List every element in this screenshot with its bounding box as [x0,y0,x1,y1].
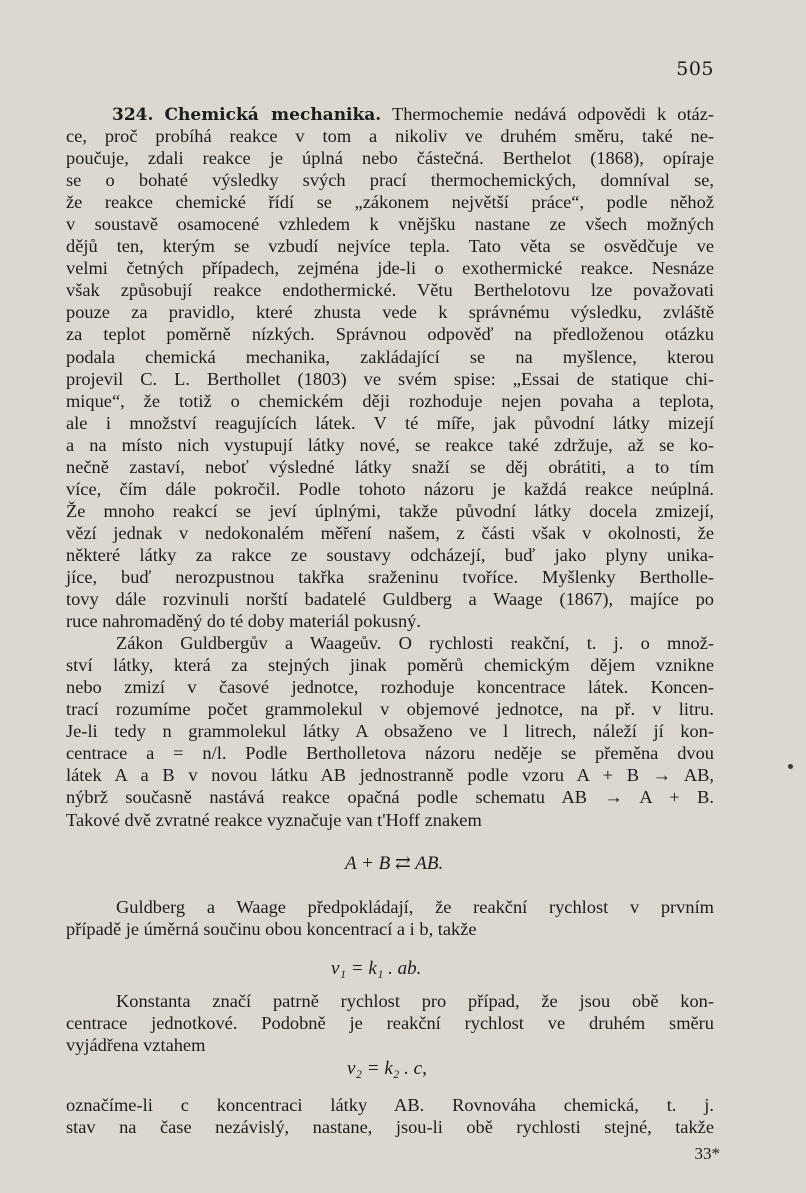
paragraph-line: stav na čase nezávislý, nastane, jsou-li obě rychlosti stejné, takže [66,1117,714,1138]
paragraph-line: nečně zastaví, neboť výsledné látky snaží se děj obrátiti, a to tím [66,456,714,477]
formula-rate-forward: v₁ = k₁ . ab. [331,958,422,979]
body-text-2 [66,896,714,940]
paragraph-line: tovy dále rozvinuli norští badatelé Guldberg a Waage (1867), majíce po [66,589,714,610]
section-number: 324. [112,105,154,125]
paragraph-line: Takové dvě zvratné reakce vyznačuje van t'Hoff znakem [66,809,482,830]
body-text [66,103,714,831]
print-speck [788,764,793,769]
paragraph-line: případě je úměrná součinu obou koncentrací a i b, takže [66,919,477,940]
paragraph-line: projevil C. L. Berthollet (1803) ve svém spise: „Essai de statique chi- [66,368,714,389]
paragraph-line: Thermochemie nedává odpovědi k otáz- [391,104,715,124]
paragraph-line: nýbrž současně nastává reakce opačná podle schematu AB → A + B. [66,787,714,808]
page-number: 505 [676,58,714,80]
paragraph-line: více, čím dále pokročil. Podle tohoto názoru je každá reakce neúplná. [66,478,714,499]
paragraph-line: jíce, buď nerozpustnou takřka sraženinu tvoříce. Myšlenky Bertholle- [66,566,714,587]
paragraph-line: centrace jednotkové. Podobně je reakční rychlost ve druhém směru [66,1013,714,1034]
formula-equilibrium: A + B ⇄ AB. [345,853,444,874]
body-text-4 [66,1094,714,1138]
paragraph-line: Guldberg a Waage předpokládají, že reakční rychlost v prvním [116,897,714,917]
paragraph-line: v soustavě osamocené vzhledem k vnějšku nastane ze všech možných [66,214,714,235]
paragraph-line: ruce nahromaděný do té doby materiál pokusný. [66,611,421,632]
paragraph-line: za teplot poměrně nízkých. Správnou odpověď na předloženou otázku [66,324,714,345]
text-line [66,103,714,125]
body-text-3 [66,990,714,1056]
paragraph-line: že reakce chemické řídí se „zákonem největší práce“, podle něhož [66,192,714,213]
paragraph-line: označíme-li c koncentraci látky AB. Rovnováha chemická, t. j. [66,1095,714,1115]
paragraph-line: Konstanta značí patrně rychlost pro případ, že jsou obě kon- [116,991,714,1011]
paragraph-line: látek A a B v novou látku AB jednostranně podle vzoru A + B → AB, [66,765,714,786]
paragraph-line: ství látky, která za stejných jinak poměrů chemickým dějem vznikne [66,655,714,676]
paragraph-line: velmi četných případech, zejména jde-li o exothermické reakce. Nesnáze [66,258,714,279]
paragraph-line: centrace a = n/l. Podle Bertholletova názoru neděje se přeměna dvou [66,743,714,764]
paragraph-line: vyjádřena vztahem [66,1035,206,1056]
paragraph-line: se o bohaté výsledky svých prací thermochemických, domníval se, [66,170,714,191]
signature-mark: 33* [694,1144,720,1163]
paragraph-line: ce, proč probíhá reakce v tom a nikoliv ve druhém směru, také ne- [66,126,714,147]
paragraph-line: vězí jednak v nedokonalém měření našem, z části však v okolnosti, že [66,522,714,543]
paragraph-line: mique“, že totiž o chemickém ději rozhoduje nejen povaha a teplota, [66,390,714,411]
paragraph-line: Zákon Guldbergův a Waageův. O rychlosti reakční, t. j. o množ- [116,633,714,654]
paragraph-line: poučuje, zdali reakce je úplná nebo částečná. Berthelot (1868), opíraje [66,148,714,169]
paragraph-line: podala chemická mechanika, zakládající se na myšlence, kterou [66,346,714,367]
paragraph-line: ale i množství reagujících látek. V té míře, jak původní látky mizejí [66,412,714,433]
paragraph-line: a na místo nich vystupují látky nové, se reakce také zdržuje, až se ko- [66,434,714,455]
paragraph-line: pouze za pravidlo, které zhusta vede k správnému výsledku, zvláště [66,302,714,323]
formula-rate-reverse: v₂ = k₂ . c, [347,1058,427,1079]
section-title: Chemická mechanika. [164,105,382,125]
paragraph-line: trací rozumíme počet grammolekul v objemové jednotce, na př. v litru. [66,699,714,720]
paragraph-line: nebo zmizí v časové jednotce, rozhoduje koncentrace látek. Koncen- [66,677,714,698]
paragraph-line: Je-li tedy n grammolekul látky A obsaženo ve l litrech, náleží jí kon- [66,721,714,742]
paragraph-line: Že mnoho reakcí se jeví úplnými, takže původní látky docela zmizejí, [66,500,714,521]
paragraph-line: dějů ten, kterým se vzbudí nejvíce tepla. Tato věta se osvědčuje ve [66,236,714,257]
paragraph-line: však způsobují reakce endothermické. Větu Berthelotovu lze považovati [66,280,714,301]
paragraph-line: některé látky za rakce ze soustavy odcházejí, buď jako plyny unika- [66,544,714,565]
